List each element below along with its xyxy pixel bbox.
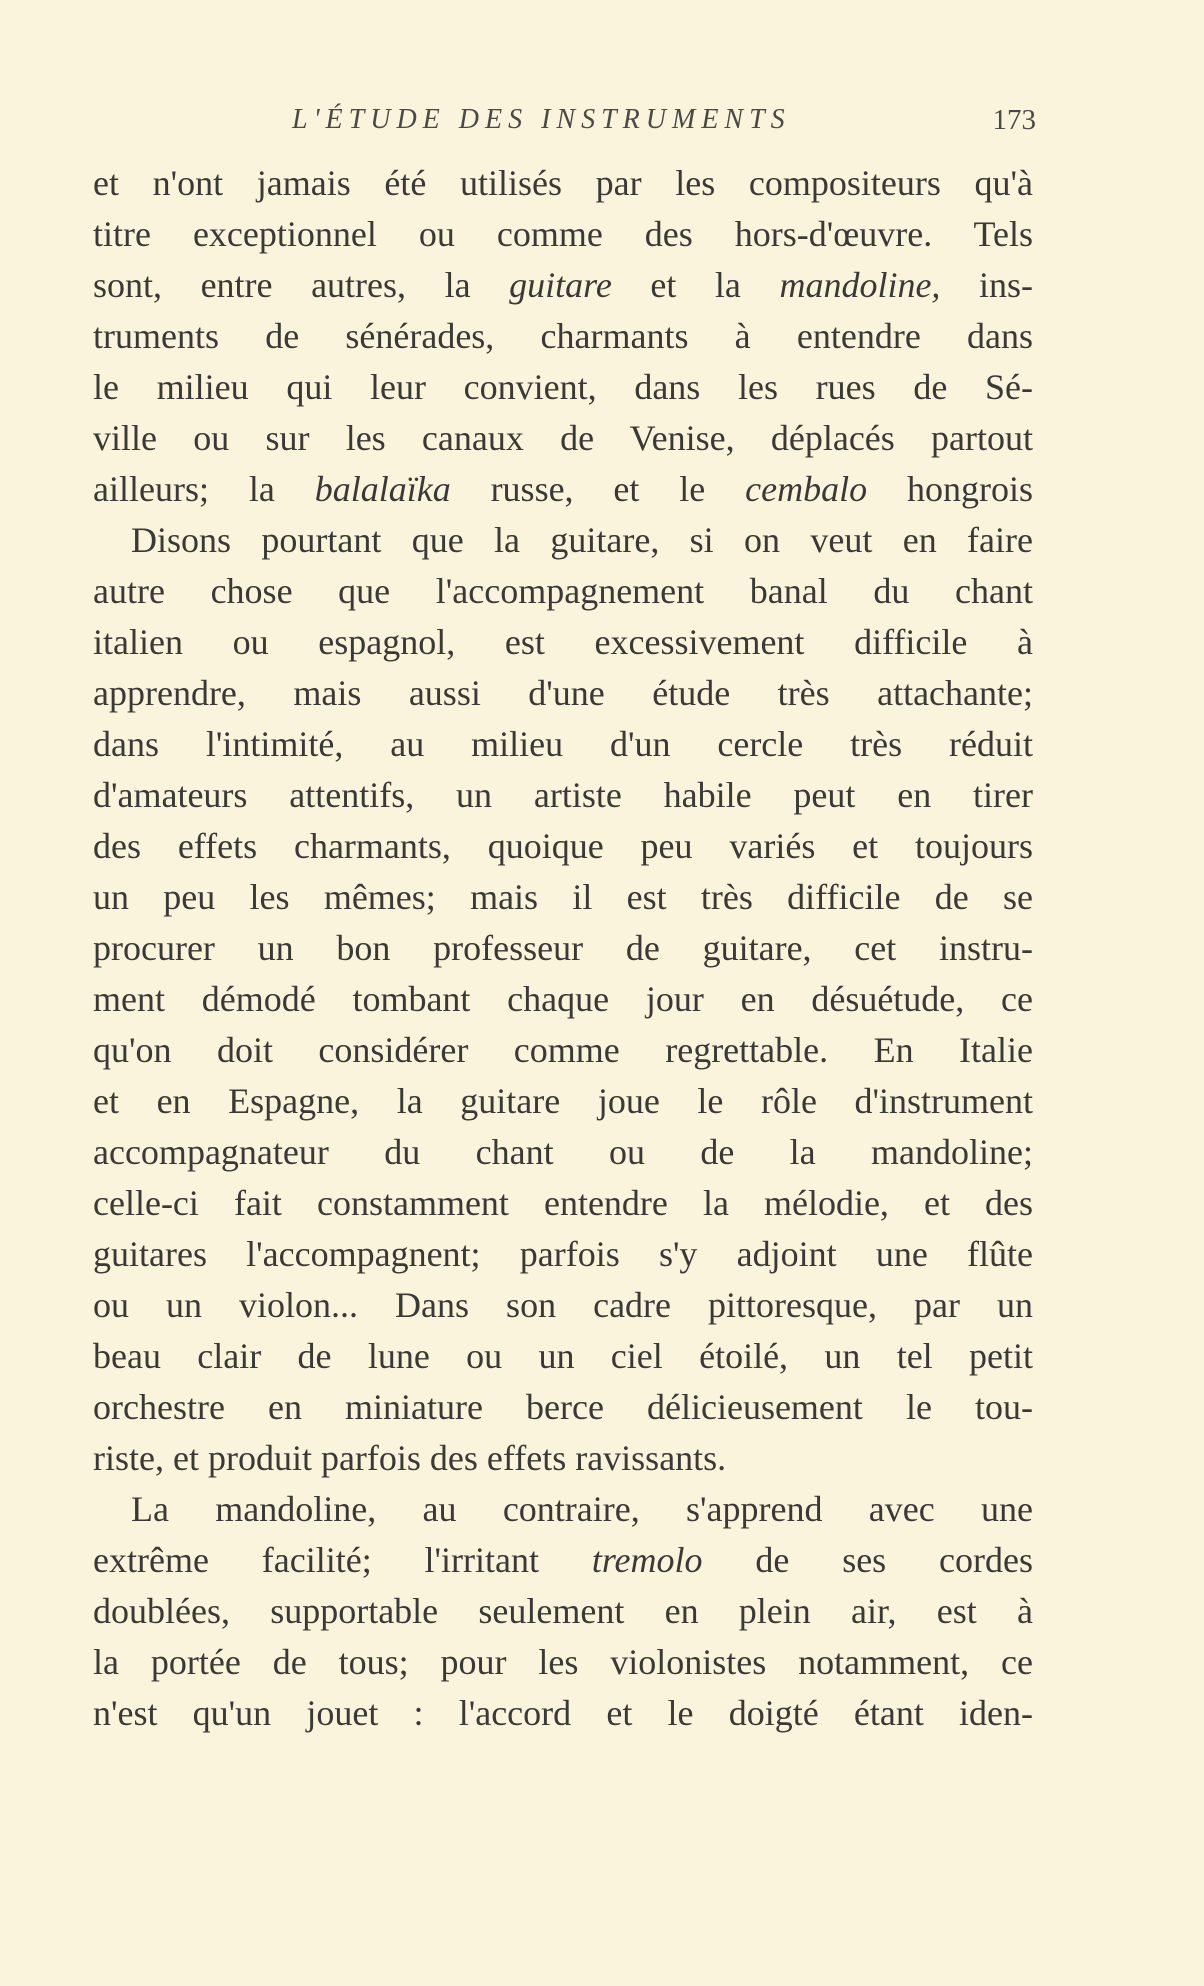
text-line: beau clair de lune ou un ciel étoilé, un tel petit [93,1336,1033,1376]
running-head: L'ÉTUDE DES INSTRUMENTS [292,104,791,135]
text-line: guitares l'accompagnent; parfois s'y adjoint une flûte [93,1234,1033,1274]
text-line: sont, entre autres, la guitare et la mandoline, ins- [93,265,1033,305]
text-line: procurer un bon professeur de guitare, cet instru- [93,928,1033,968]
text-line: doublées, supportable seulement en plein air, est à [93,1591,1033,1631]
text-line: ville ou sur les canaux de Venise, déplacés partout [93,418,1033,458]
text-line: orchestre en miniature berce délicieusement le tou- [93,1387,1033,1427]
text-line: des effets charmants, quoique peu variés et toujours [93,826,1033,866]
text-line: accompagnateur du chant ou de la mandoline; [93,1132,1033,1172]
text-line: ou un violon... Dans son cadre pittoresque, par un [93,1285,1033,1325]
text-line: autre chose que l'accompagnement banal du chant [93,571,1033,611]
text-line: d'amateurs attentifs, un artiste habile peut en tirer [93,775,1033,815]
text-line: ailleurs; la balalaïka russe, et le cembalo hongrois [93,469,1034,509]
text-line: un peu les mêmes; mais il est très difficile de se [93,877,1033,917]
text-line: ment démodé tombant chaque jour en désuétude, ce [93,979,1033,1019]
text-line: titre exceptionnel ou comme des hors-d'œuvre. Tels [93,214,1033,254]
text-line: extrême facilité; l'irritant tremolo de ses cordes [93,1540,1033,1580]
text-line: Disons pourtant que la guitare, si on veut en faire [131,520,1033,560]
text-line: truments de sénérades, charmants à entendre dans [93,316,1033,356]
text-line: et n'ont jamais été utilisés par les compositeurs qu'à [93,163,1033,203]
text-line: qu'on doit considérer comme regrettable. En Italie [93,1030,1033,1070]
text-line: n'est qu'un jouet : l'accord et le doigté étant iden- [93,1693,1033,1733]
text-line: La mandoline, au contraire, s'apprend avec une [131,1489,1033,1529]
text-line: italien ou espagnol, est excessivement difficile à [93,622,1033,662]
text-line: et en Espagne, la guitare joue le rôle d'instrument [93,1081,1033,1121]
body-text [93,158,1033,1739]
text-line: riste, et produit parfois des effets ravissants. [93,1438,727,1478]
page-number: 173 [992,104,1036,136]
text-line: apprendre, mais aussi d'une étude très attachante; [93,673,1033,713]
text-line: le milieu qui leur convient, dans les rues de Sé- [93,367,1033,407]
text-line: dans l'intimité, au milieu d'un cercle très réduit [93,724,1033,764]
text-line: celle-ci fait constamment entendre la mélodie, et des [93,1183,1033,1223]
text-line: la portée de tous; pour les violonistes notamment, ce [93,1642,1033,1682]
